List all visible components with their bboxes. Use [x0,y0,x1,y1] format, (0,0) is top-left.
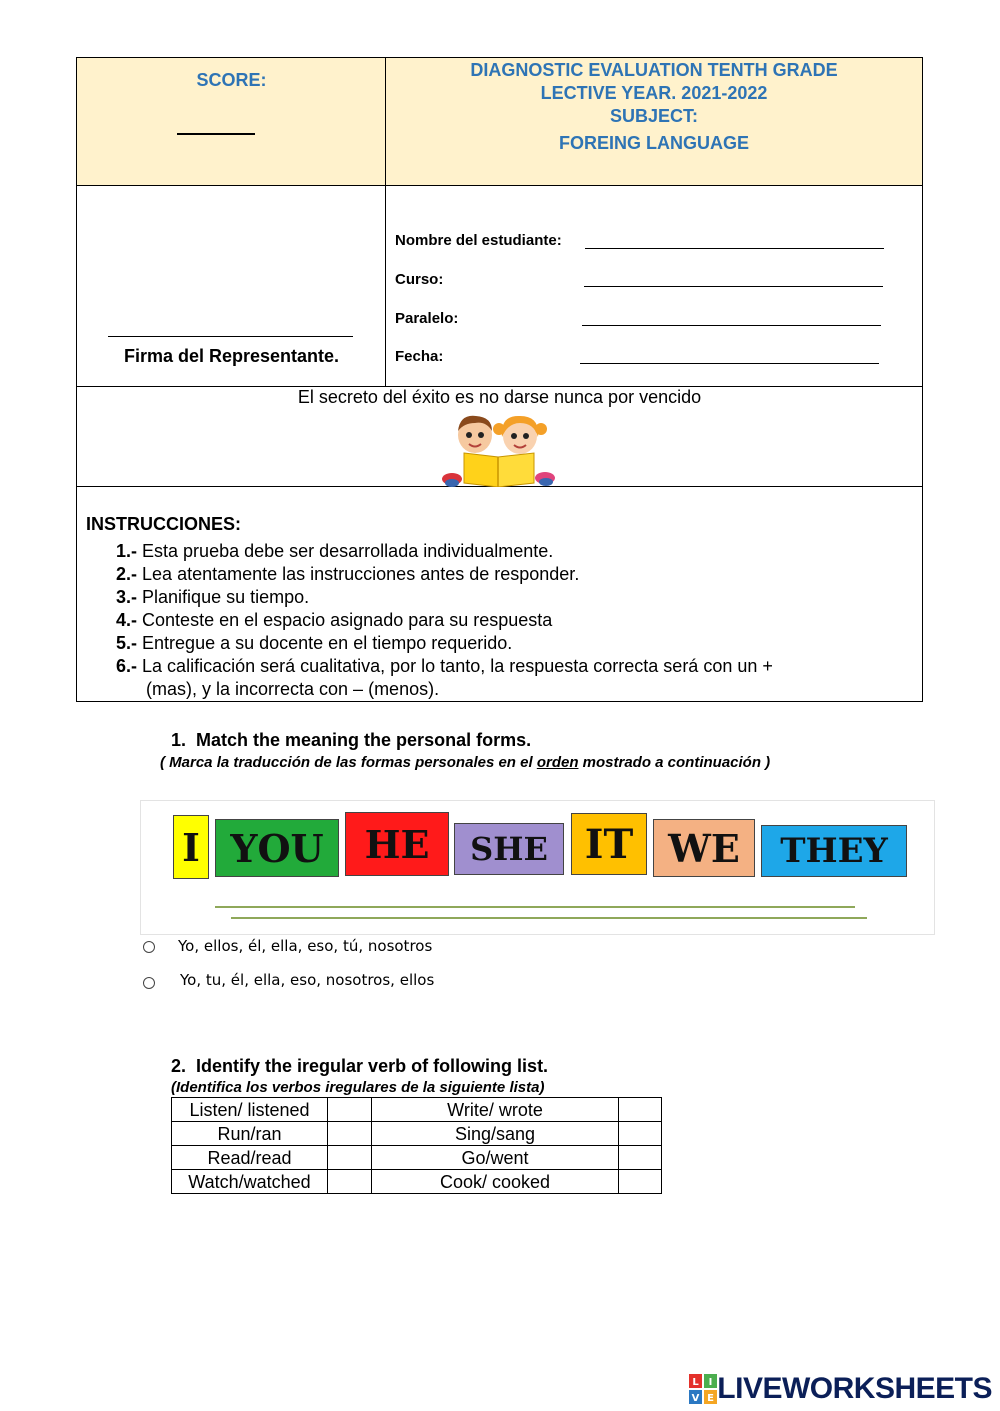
logo-letter: L [692,1377,699,1388]
field-label-name: Nombre del estudiante: [395,232,562,249]
options-area [140,936,610,1016]
instruction-number: 1.- [116,541,138,561]
answer-cell[interactable] [619,1122,662,1146]
verb-cell: Read/read [172,1146,328,1170]
field-label-course: Curso: [395,271,444,288]
option-text-2[interactable]: Yo, tu, él, ella, eso, nosotros, ellos [180,971,435,989]
motto-cell [77,387,922,487]
logo-letter: V [691,1393,700,1404]
instruction-text: Entregue a su docente en el tiempo requerido. [142,633,513,653]
verbs-table [171,1097,662,1194]
instruction-number: 3.- [116,587,138,607]
instruction-item [116,610,552,631]
answer-cell[interactable] [328,1170,372,1194]
instructions-heading: INSTRUCCIONES: [86,514,242,534]
score-label: SCORE: [196,70,267,90]
answer-line [215,906,855,908]
title-line-1: DIAGNOSTIC EVALUATION TENTH GRADE [470,60,838,80]
logo-mark-icon [689,1374,717,1404]
verb-cell: Cook/ cooked [372,1170,619,1194]
verb-cell: Sing/sang [372,1122,619,1146]
pronoun-it: IT [571,813,647,875]
field-input-date[interactable] [580,363,879,364]
signature-label: Firma del Representante. [123,346,340,366]
signature-line[interactable] [108,336,353,337]
field-input-parallel[interactable] [582,325,881,326]
answer-cell[interactable] [328,1122,372,1146]
logo-letter: I [708,1377,713,1388]
instruction-item [116,564,579,585]
instruction-continuation: (mas), y la incorrecta con – (menos). [146,679,440,699]
field-label-parallel: Paralelo: [395,310,459,327]
question1-title [171,730,531,751]
instruction-text: La calificación será cualitativa, por lo tanto, la respuesta correcta será con un + [142,656,773,676]
field-input-course[interactable] [584,286,883,287]
title-cell [386,58,922,186]
question1-number: 1. [171,730,187,750]
header-table [76,57,923,702]
title-line-4: FOREING LANGUAGE [558,133,749,153]
pronoun-i: I [173,815,209,879]
question2-number: 2. [171,1056,187,1076]
pronouns-image [140,800,935,935]
question2-text: Identify the iregular verb of following list. [196,1056,549,1076]
score-blank[interactable] [177,133,255,135]
logo-text: LIVEWORKSHEETS [717,1372,992,1405]
pronoun-they: THEY [761,825,907,877]
question1-subtitle [160,754,770,771]
answer-cell[interactable] [619,1098,662,1122]
signature-cell [77,186,386,387]
verb-cell: Write/ wrote [372,1098,619,1122]
instructions-cell [77,487,922,701]
subtitle-part: ( Marca la traducción de las formas personales en el [160,754,537,771]
pronoun-we: WE [653,819,755,877]
pronoun-she: SHE [454,823,564,875]
table-row [172,1170,662,1194]
verb-cell: Run/ran [172,1122,328,1146]
instruction-item [116,656,773,677]
instruction-number: 2.- [116,564,138,584]
table-row [172,1098,662,1122]
question2-subtitle: (Identifica los verbos iregulares de la siguiente lista) [171,1079,545,1096]
instruction-number: 6.- [116,656,138,676]
answer-cell[interactable] [619,1170,662,1194]
table-row [172,1146,662,1170]
table-row [172,1122,662,1146]
instruction-text: Lea atentamente las instrucciones antes de responder. [142,564,580,584]
title-line-3: SUBJECT: [609,106,698,126]
field-label-date: Fecha: [395,348,444,365]
instruction-item [116,587,309,608]
instruction-number: 5.- [116,633,138,653]
subtitle-underlined: orden [536,754,579,771]
field-input-name[interactable] [585,248,884,249]
instruction-item [116,633,512,654]
verb-cell: Go/went [372,1146,619,1170]
option-text-1[interactable]: Yo, ellos, él, ella, eso, tú, nosotros [178,937,433,955]
question1-text: Match the meaning the personal forms. [196,730,532,750]
instruction-number: 4.- [116,610,138,630]
score-cell [77,58,386,186]
verb-cell: Watch/watched [172,1170,328,1194]
instruction-text: Planifique su tiempo. [142,587,310,607]
question2-title [171,1056,548,1077]
verb-cell: Listen/ listened [172,1098,328,1122]
kids-reading-illustration [442,411,557,487]
logo-letter: E [707,1393,715,1404]
instruction-text: Esta prueba debe ser desarrollada individualmente. [142,541,554,561]
instruction-text: Conteste en el espacio asignado para su respuesta [142,610,553,630]
subtitle-part: mostrado a continuación ) [578,754,771,771]
pronoun-you: YOU [215,819,339,877]
answer-cell[interactable] [328,1146,372,1170]
answer-line [231,917,867,919]
pronoun-he: HE [345,812,449,876]
title-line-2: LECTIVE YEAR. 2021-2022 [540,83,768,103]
student-info-cell [386,186,922,387]
liveworksheets-logo [689,1372,992,1406]
answer-cell[interactable] [619,1146,662,1170]
option-radio-1[interactable] [143,941,155,953]
instruction-item [116,541,553,562]
option-radio-2[interactable] [143,977,155,989]
motto-text: El secreto del éxito es no darse nunca por vencido [297,387,702,407]
answer-cell[interactable] [328,1098,372,1122]
